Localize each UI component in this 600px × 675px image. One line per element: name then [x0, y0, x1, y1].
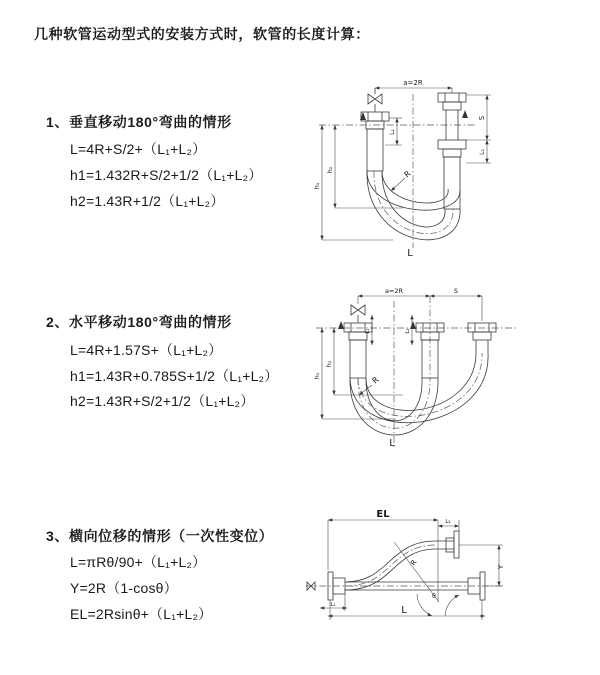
dim-s-label: S [478, 115, 486, 121]
page-title: 几种软管运动型式的安装方式时，软管的长度计算： [34, 26, 370, 42]
dim-h1-label: h₁ [313, 372, 321, 380]
dim-l1-label: L₁ [330, 602, 336, 608]
dim-l2-label: L₂ [479, 149, 486, 155]
dim-h1-label: h₁ [313, 182, 321, 190]
right-fitting-upper [438, 93, 466, 110]
hose-u-bends [367, 171, 460, 240]
left-fitting [361, 112, 389, 129]
right-fitting-upper [436, 531, 459, 558]
section2-formula-L: L=4R+1.57S+（L₁+L₂） [70, 342, 223, 358]
dim-h2-label: h₂ [325, 360, 333, 368]
dim-l2-label: L₂ [405, 328, 411, 334]
section3-formula-L: L=πRθ/90+（L₁+L₂） [70, 554, 207, 570]
valve-icon [368, 88, 382, 112]
section3-formula-Y: Y=2R（1-cosθ） [70, 580, 178, 596]
section3-formula-EL: EL=2Rsinθ+（L₁+L₂） [70, 606, 213, 622]
radius-label: R [402, 169, 413, 180]
dim-y-label: Y [497, 564, 505, 570]
section3-heading: 3、横向位移的情形（一次性变位） [46, 528, 274, 544]
dim-width-label: a=2R [384, 287, 404, 295]
dim-el-label: EL [376, 509, 390, 520]
middle-hose-braid [422, 340, 438, 378]
dimension-lines [320, 520, 503, 620]
section2-formula-h2: h2=1.43R+S/2+1/2（L₁+L₂） [70, 393, 255, 409]
dim-width-label: a=2R [403, 79, 423, 87]
diagram-vertical-180-bend [305, 68, 550, 260]
centerlines [319, 94, 477, 248]
left-hose-braid [350, 340, 366, 378]
displaced-hose-s-curve [345, 541, 436, 590]
dim-s-label: S [453, 287, 459, 295]
dimension-lines [322, 88, 491, 240]
right-fitting-lower [438, 140, 466, 157]
right-fitting [468, 323, 496, 353]
movement-arrows [360, 110, 468, 120]
length-label: L [401, 605, 407, 616]
length-label: L [407, 248, 413, 259]
section1-formula-h1: h1=1.432R+S/2+1/2（L₁+L₂） [70, 167, 263, 183]
angle-label: θ [432, 593, 436, 600]
section1-heading: 1、垂直移动180°弯曲的情形 [46, 114, 232, 130]
dim-l1-label: L₁ [389, 129, 396, 135]
dim-l2-label: L₂ [445, 519, 451, 525]
length-label: L [389, 438, 395, 449]
diagram-lateral-displacement [298, 498, 513, 658]
section1-formula-h2: h2=1.43R+1/2（L₁+L₂） [70, 193, 225, 209]
diagram2-labels [313, 287, 458, 449]
right-hose-braid [444, 157, 460, 209]
section2-formula-h1: h1=1.43R+0.785S+1/2（L₁+L₂） [70, 368, 279, 384]
section1-formula-L: L=4R+S/2+（L₁+L₂） [70, 141, 207, 157]
radius-label: R [370, 375, 381, 386]
dim-l1-label: L₁ [365, 328, 371, 334]
section2-heading: 2、水平移动180°弯曲的情形 [46, 314, 232, 330]
left-hose-braid [367, 129, 383, 171]
hose-u-bends [350, 353, 488, 435]
radius-label: R [409, 558, 419, 568]
diagram-horizontal-180-bend [308, 283, 563, 458]
dim-h2-label: h₂ [326, 166, 334, 174]
valve-icon [351, 305, 365, 323]
